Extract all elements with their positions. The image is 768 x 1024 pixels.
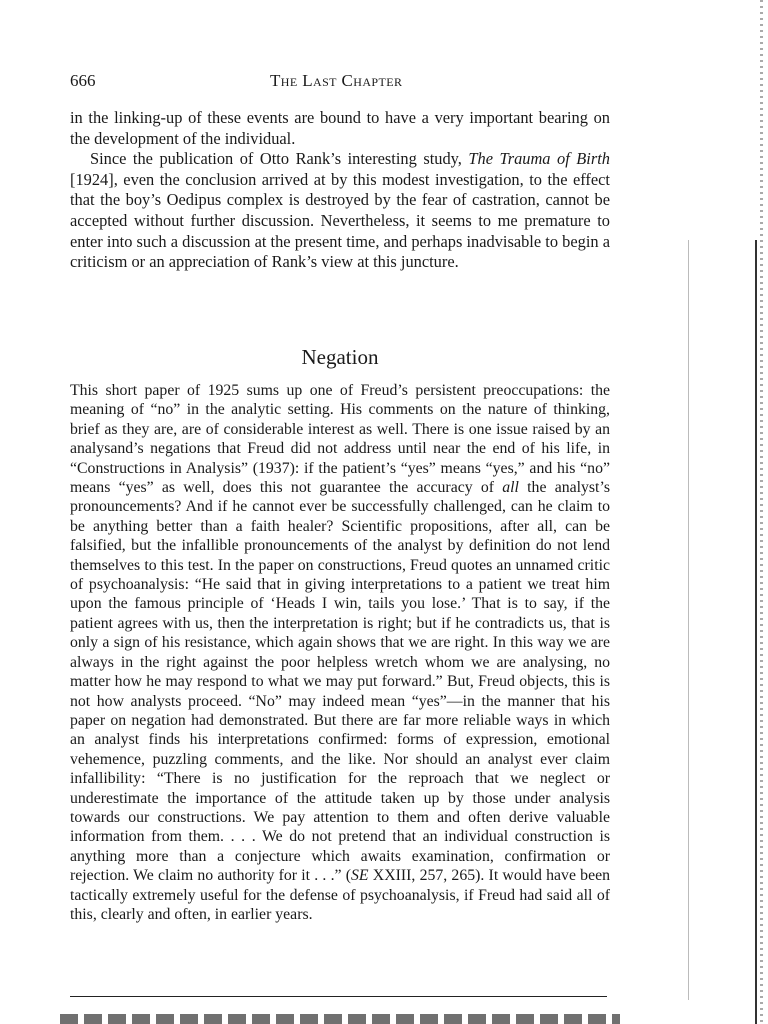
paragraph (70, 149, 610, 273)
paragraph (70, 381, 610, 924)
citation-abbrev: SE (351, 867, 369, 885)
text-run: the analyst’s pronouncements? And if he cannot ever be successfully challenged, can he claim to be anything better than a faith healer? Scientific propositions, after all, can be falsified, but the infallible pronouncements of the analyst by definition do not lend themselves to this test. In the paper on constructions, Freud quotes an unnamed critic of psychoanalysis: “He said that in giving interpretations to a patient we treat him upon the famous principle of ‘Heads I win, tails you lose.’ That is to say, if the patient agrees with us, then the interpretation is right; but if he contradicts us, that is only a sign of his resistance, which again shows that we are right. In this way we are always in the right against the poor helpless wretch whom we are analysing, no matter how he may respond to what we may put forward.” But, Freud objects, this is not how analysts proceed. “No” may indeed mean “yes”—in the manner that his paper on negation had demonstrated. But there are far more reliable ways in which an analyst finds his interpretations confirmed: forms of expression, emotional vehemence, puzzling comments, and the like. Nor should an analyst ever claim infallibility: “There is no justification for the reproach that we neglect or underestimate the importance of the attitude taken up by those under analysis towards our constructions. We pay attention to them and often derive valuable information from them. . . . We do not pretend that an individual construction is anything more than a conjecture which awaits examination, confirmation or rejection. We claim no authority for it . . .” ( (70, 479, 610, 885)
text-run: Since the publication of Otto Rank’s interesting study, (90, 149, 469, 169)
page-number: 666 (70, 71, 96, 90)
page-header (70, 71, 610, 95)
emphasis: all (502, 479, 519, 497)
scan-edge-texture (760, 0, 763, 1024)
text-run: This short paper of 1925 sums up one of Freud’s persistent preoccupations: the meaning of “no” in the analytic setting. His comments on the nature of thinking, brief as they are, are of considerable interest as well. There is one issue raised by an analysand’s negations that Freud did not address until near the end of his life, in “Constructions in Analysis” (1937): if the patient’s “yes” means “yes,” and his “no” means “yes” as well, does this not guarantee the accuracy of (70, 382, 610, 497)
paragraph: in the linking-up of these events are bound to have a very important bearing on the development of the individual. (70, 108, 610, 148)
section-body (70, 381, 610, 924)
cut-off-text-line (60, 1014, 620, 1024)
scan-edge-line (755, 240, 757, 1024)
text-run: [1924], even the conclusion arrived at by this modest investigation, to the effect that the boy’s Oedipus complex is destroyed by the fear of castration, cannot be accepted without further discussion. Nevertheless, it seems to me premature to enter into such a discussion at the present time, and perhaps inadvisable to begin a criticism or an appreciation of Rank’s view at this juncture. (70, 169, 610, 272)
section-heading: Negation (301, 345, 379, 369)
scan-edge (752, 0, 768, 1024)
scan-shadow-line (688, 240, 689, 1000)
text-run: XXIII, 257, 265). It would have been tactically extremely useful for the defense of psychoanalysis, if Freud had said all of this, clearly and often, in earlier years. (70, 867, 610, 923)
running-head: The Last Chapter (270, 71, 403, 90)
book-title: The Trauma of Birth (468, 149, 610, 169)
intro-text (70, 108, 610, 273)
footnote-rule (70, 996, 607, 997)
